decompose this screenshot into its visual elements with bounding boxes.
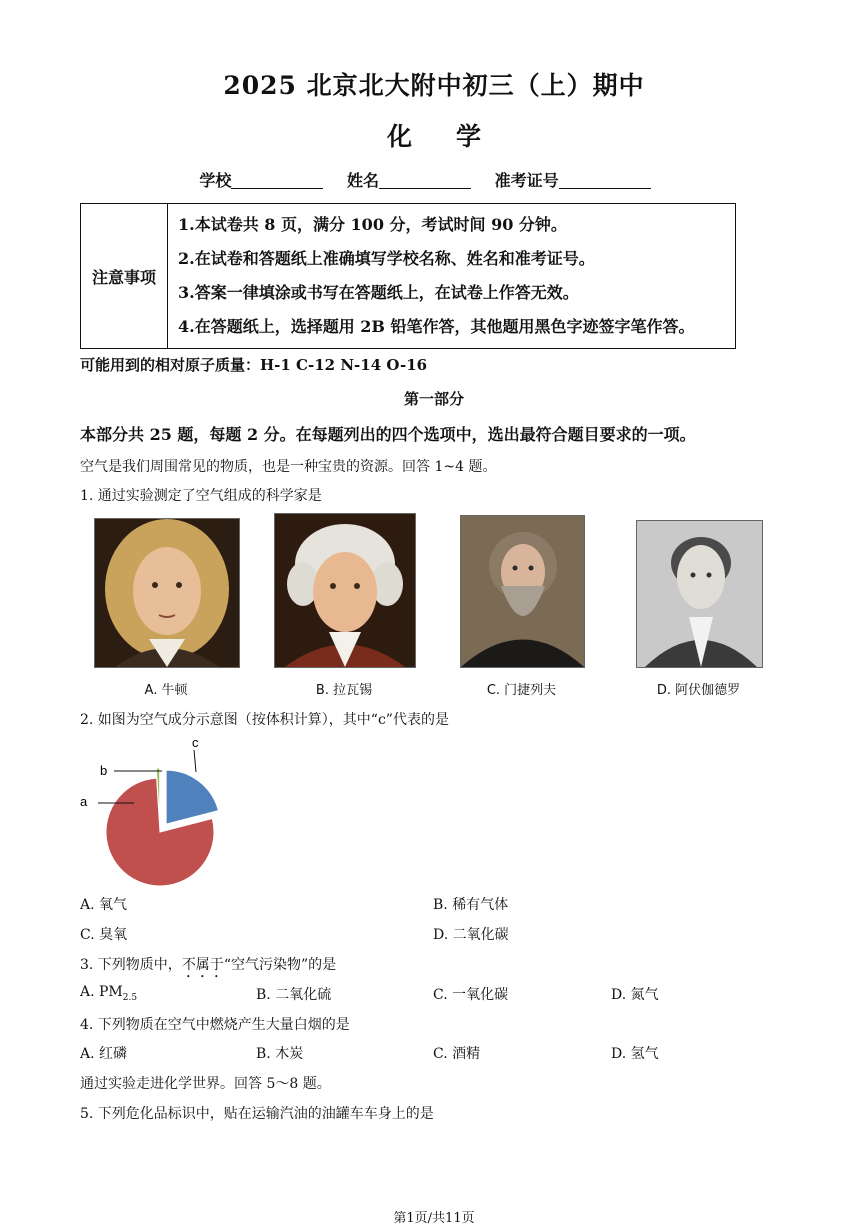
name-blank[interactable] [379,172,471,189]
part-instructions: 本部分共 25 题，每题 2 分。在每题列出的四个选项中，选出最符合题目要求的一项。 [80,425,696,444]
portrait-newton-image [95,519,239,667]
question-2-stem: 2. 如图为空气成分示意图（按体积计算），其中“c”代表的是 [80,712,449,728]
portrait-newton [94,518,240,668]
atomic-masses: 可能用到的相对原子质量：H-1 C-12 N-14 O-16 [80,356,428,374]
portrait-avogadro [636,520,763,668]
subject-title: 化学 [386,122,525,151]
portrait-lavoisier-image [275,514,415,667]
q4-option-c[interactable]: C. 酒精 [433,1046,481,1062]
portrait-mendeleev [460,515,585,668]
question-1-stem: 1. 通过实验测定了空气组成的科学家是 [80,488,322,504]
q3-option-a-text: A. PM [80,984,123,1000]
student-info-fields [0,168,868,191]
part-title: 第一部分 [403,390,464,408]
q4-option-b[interactable]: B. 木炭 [256,1046,304,1062]
q2-option-b[interactable]: B. 稀有气体 [433,897,509,913]
intro-text: 空气是我们周围常见的物质，也是一种宝贵的资源。回答 1~4 题。 [80,459,497,475]
question-3-stem [80,954,336,981]
portrait-mendeleev-image [461,516,584,667]
q1-option-b[interactable]: B. 拉瓦锡 [315,683,373,698]
notice-table [80,203,736,349]
school-blank[interactable] [231,172,323,189]
pie-slice-c [166,770,218,824]
q1-option-c[interactable]: C. 门捷列夫 [486,683,557,698]
pie-label-a: a [80,794,88,809]
portrait-lavoisier [274,513,416,668]
notice-item: 1.本试卷共 8 页，满分 100 分，考试时间 90 分钟。 [178,215,567,234]
pie-label-b: b [100,763,108,778]
q3-option-a-sub: 2.5 [122,992,138,1003]
q2-option-c[interactable]: C. 臭氧 [80,927,128,943]
id-label: 准考证号 [494,171,559,190]
q2-option-d[interactable]: D. 二氧化碳 [433,927,509,943]
notice-item: 4.在答题纸上，选择题用 2B 铅笔作答，其他题用黑色字迹签字笔作答。 [178,317,695,336]
q1-option-d[interactable]: D. 阿伏伽德罗 [656,683,741,698]
intro-text-2: 通过实验走进化学世界。回答 5～8 题。 [80,1076,331,1092]
pie-label-c: c [192,735,199,750]
q3-option-a[interactable] [80,984,137,1003]
notice-item: 3.答案一律填涂或书写在答题纸上，在试卷上作答无效。 [178,283,579,302]
q3-option-b[interactable]: B. 二氧化硫 [256,987,332,1003]
q3-stem-post: “空气污染物”的是 [223,957,337,973]
q3-option-c[interactable]: C. 一氧化碳 [433,987,509,1003]
id-blank[interactable] [559,172,651,189]
portrait-avogadro-image [637,521,762,667]
label-c-leader-line [194,750,196,772]
q3-stem-pre: 3. 下列物质中， [80,957,182,973]
q3-stem-emphasis: 不属于 [181,957,224,973]
q1-option-a[interactable]: A. 牛顿 [144,683,188,698]
name-label: 姓名 [346,171,379,190]
question-5-stem: 5. 下列危化品标识中，贴在运输汽油的油罐车车身上的是 [80,1106,434,1122]
question-4-stem: 4. 下列物质在空气中燃烧产生大量白烟的是 [80,1017,350,1033]
page-title: 2025 北京北大附中初三（上）期中 [223,71,645,100]
q4-option-d[interactable]: D. 氢气 [611,1046,659,1062]
page-footer: 第1页/共11页 [393,1211,475,1226]
q2-option-a[interactable]: A. 氧气 [80,897,128,913]
notice-items [168,204,736,349]
q4-option-a[interactable]: A. 红磷 [80,1046,128,1062]
notice-label: 注意事项 [81,204,168,349]
notice-item: 2.在试卷和答题纸上准确填写学校名称、姓名和准考证号。 [178,249,595,268]
q3-option-d[interactable]: D. 氮气 [611,987,659,1003]
air-composition-pie-chart [76,732,236,892]
school-label: 学校 [199,171,232,190]
